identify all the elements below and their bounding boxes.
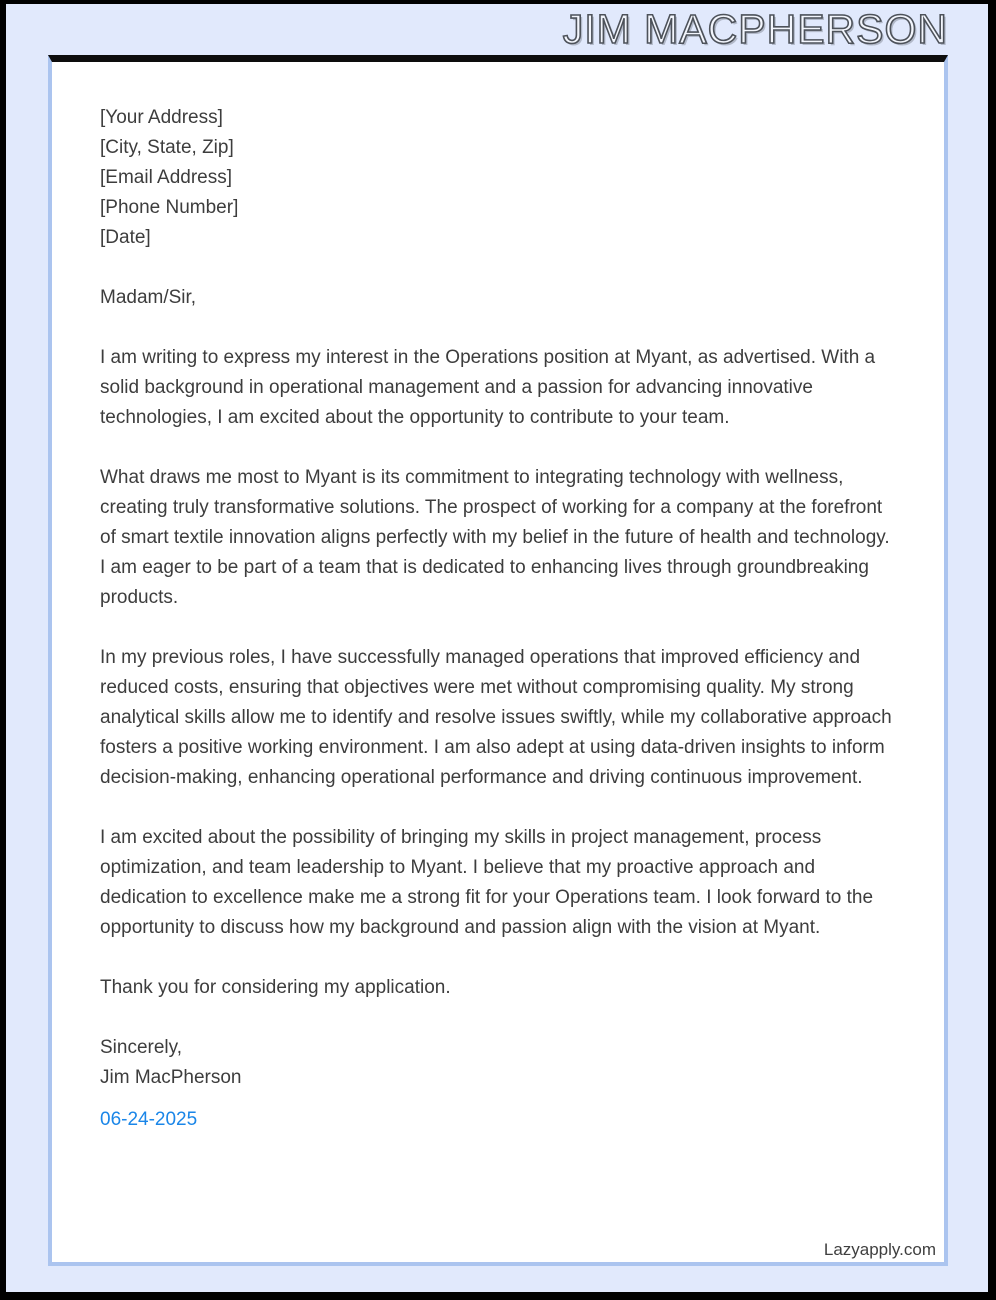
date-placeholder: [Date] bbox=[100, 227, 151, 248]
cover-letter-body bbox=[52, 62, 944, 1262]
phone-placeholder: [Phone Number] bbox=[100, 197, 239, 218]
email-placeholder: [Email Address] bbox=[100, 167, 232, 188]
cover-letter-page bbox=[48, 55, 948, 1266]
address-block bbox=[100, 103, 896, 253]
paragraph-intro: I am writing to express my interest in the Operations position at Myant, as advertised. With a solid background in operational management and a passion for advancing innovative technologies, I am excited about the opportunity to contribute to your team. bbox=[100, 347, 876, 428]
address-line-placeholder: [Your Address] bbox=[100, 107, 223, 128]
closing-block bbox=[100, 1033, 896, 1093]
paragraph-thanks: Thank you for considering my application. bbox=[100, 977, 451, 998]
signature-date: 06-24-2025 bbox=[100, 1109, 198, 1130]
paragraph-skills: I am excited about the possibility of bringing my skills in project management, process optimization, and team leadership to Myant. I believe that my proactive approach and dedication to excellence make me a strong fit for your Operations team. I look forward to the opportunity to discuss how my background and passion align with the vision at Myant. bbox=[100, 827, 874, 938]
lazyapply-watermark: Lazyapply.com bbox=[823, 1240, 936, 1259]
paragraph-motivation: What draws me most to Myant is its commitment to integrating technology with wellness, creating truly transformative solutions. The prospect of working for a company at the forefront of smart textile innovation aligns perfectly with my belief in the future of health and technology. I am eager to be part of a team that is dedicated to enhancing lives through groundbreaking products. bbox=[100, 467, 890, 608]
candidate-name-heading: JIM MACPHERSON bbox=[562, 6, 948, 52]
signature-name: Jim MacPherson bbox=[100, 1067, 242, 1088]
paragraph-experience: In my previous roles, I have successfully managed operations that improved efficiency and reduced costs, ensuring that objectives were met without compromising quality. My strong analytical skills allow me to identify and resolve issues swiftly, while my collaborative approach fosters a positive working environment. I am also adept at using data-driven insights to inform decision-making, enhancing operational performance and driving continuous improvement. bbox=[100, 647, 892, 788]
letter-canvas bbox=[6, 4, 988, 1292]
city-state-zip-placeholder: [City, State, Zip] bbox=[100, 137, 234, 158]
closing-word: Sincerely, bbox=[100, 1037, 183, 1058]
salutation: Madam/Sir, bbox=[100, 287, 197, 308]
